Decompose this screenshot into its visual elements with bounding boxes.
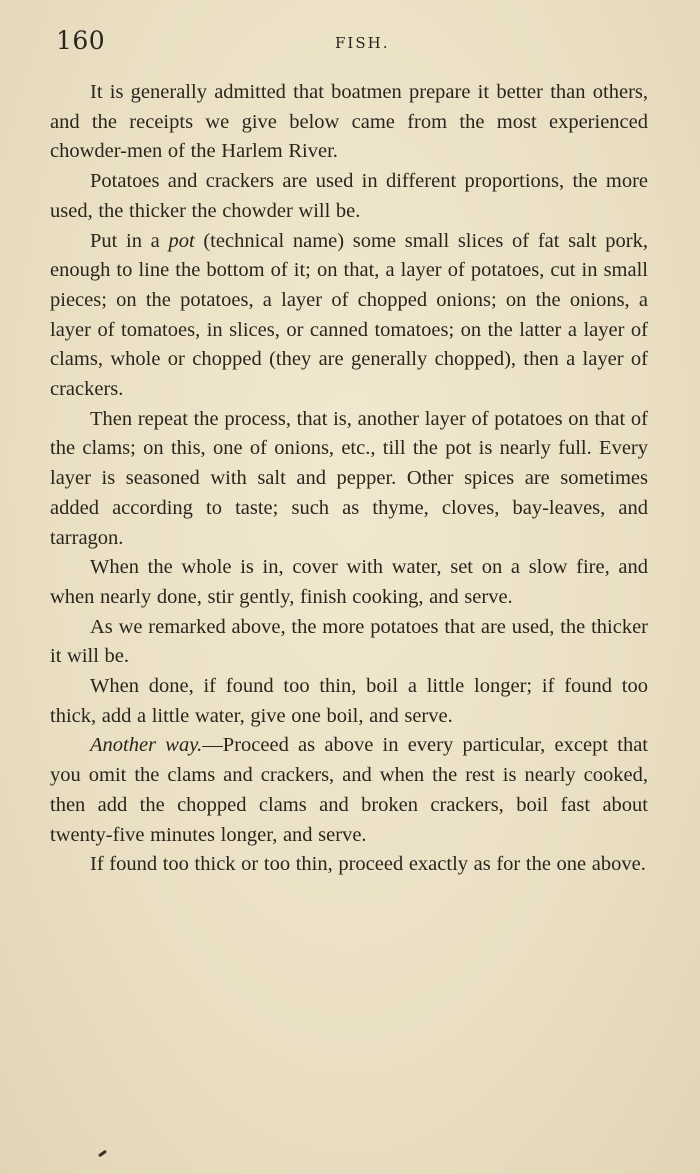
paragraph-emphasis: pot bbox=[168, 229, 195, 252]
paragraph-repeat bbox=[50, 405, 648, 554]
paragraph-thicker bbox=[50, 613, 648, 672]
paragraph-another-way bbox=[50, 731, 648, 850]
paragraph-text: —Proceed as above in every particular, except that you omit the clams and crackers, and when the rest is nearly cooked, then add the chopped clams and broken crackers, boil fast about twenty-five minutes longer, and serve. bbox=[50, 734, 649, 846]
paragraph-layers bbox=[50, 227, 648, 405]
paragraph-done bbox=[50, 672, 648, 731]
paragraph-text: When the whole is in, cover with water, set on a slow fire, and when nearly done, stir gently, finish cooking, and serve. bbox=[50, 556, 648, 608]
paragraph-lead: Put in a bbox=[90, 229, 169, 252]
paragraph-text: Potatoes and crackers are used in different proportions, the more used, the thicker the chowder will be. bbox=[50, 170, 648, 222]
paragraph-text: (technical name) some small slices of fat salt pork, enough to line the bottom of it; on that, a layer of potatoes, cut in small pieces; on the potatoes, a layer of chopped onions; on the onions, a layer of tomatoes, in slices, or canned tomatoes; on the latter a layer of clams, whole or chopped (they are generally chopped), then a layer of crackers. bbox=[50, 229, 648, 401]
ink-speck bbox=[98, 1150, 107, 1158]
paragraph-text: It is generally admitted that boatmen prepare it better than others, and the receipts we give below came from the most experienced chowder-men of the Harlem River. bbox=[50, 81, 648, 163]
page-number: 160 bbox=[56, 26, 106, 55]
paragraph-cover bbox=[50, 553, 648, 612]
running-head bbox=[50, 24, 648, 78]
body-text bbox=[50, 78, 648, 880]
paragraph-emphasis: Another way. bbox=[90, 734, 203, 757]
running-title: FISH. bbox=[335, 34, 390, 52]
paragraph-text: If found too thick or too thin, proceed exactly as for the one above. bbox=[90, 853, 646, 876]
paragraph-text: As we remarked above, the more potatoes that are used, the thicker it will be. bbox=[50, 615, 648, 668]
paragraph-text: When done, if found too thin, boil a little longer; if found too thick, add a little water, give one boil, and serve. bbox=[50, 675, 648, 727]
paragraph-boatmen bbox=[50, 78, 648, 167]
paragraph-proportions bbox=[50, 167, 648, 226]
paragraph-text: Then repeat the process, that is, another layer of potatoes on that of the clams; on this, one of onions, etc., till the pot is nearly full. Every layer is seasoned with salt and pepper. Other spices are sometimes added according to taste; such as thyme, cloves, bay-leaves, and tarragon. bbox=[50, 407, 648, 549]
paragraph-thick-or-thin bbox=[50, 850, 648, 880]
